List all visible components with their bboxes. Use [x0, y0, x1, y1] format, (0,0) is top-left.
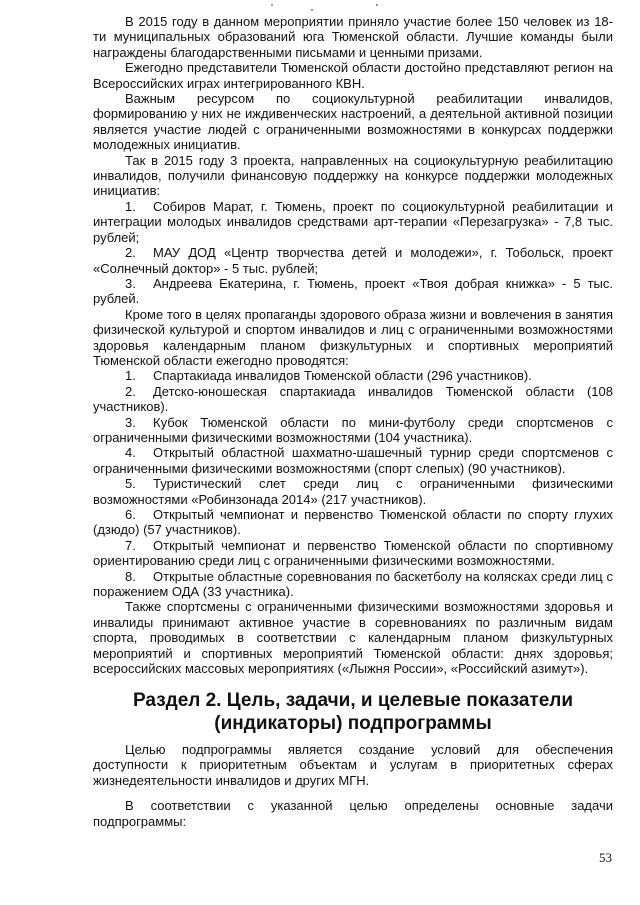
project-item [93, 199, 613, 245]
paragraph: Ежегодно представители Тюменской области достойно представляют регион на Всероссийских играх интегрированного КВН. [93, 60, 613, 91]
item-text: МАУ ДОД «Центр творчества детей и молодежи», г. Тобольск, проект «Солнечный доктор» - 5 тыс. рублей; [93, 245, 613, 276]
paragraph: Также спортсмены с ограниченными физическими возможностями здоровья и инвалиды принимают активное участие в соревнованиях по различным видам спорта, проводимых в соответствии с календарным планом физкультурных мероприятий и спортивных мероприятий Тюменской области: днях здоровья; всероссийских массовых мероприятиях («Лыжня России», «Российский азимут»). [93, 599, 613, 677]
paragraph: В соответствии с указанной целью определены основные задачи подпрограммы: [93, 798, 613, 829]
event-item [93, 384, 613, 415]
item-text: Андреева Екатерина, г. Тюмень, проект «Твоя добрая книжка» - 5 тыс. рублей. [93, 275, 613, 307]
item-number: 1. [125, 198, 136, 214]
item-text: Туристический слет среди лиц с ограниченными физическими возможностями «Робинзонада 2014» (217 участников). [93, 476, 613, 507]
section-heading [93, 689, 613, 735]
item-number: 3. [125, 275, 136, 291]
goal-section [93, 742, 613, 839]
event-item [93, 415, 613, 446]
item-text: Детско-юношеская спартакиада инвалидов Тюменской области (108 участников). [93, 383, 613, 415]
item-number: 7. [125, 537, 136, 553]
scan-speck [311, 9, 313, 11]
item-number: 6. [125, 507, 136, 522]
paragraph: Важным ресурсом по социокультурной реабилитации инвалидов, формированию у них не иждивенческих настроений, а деятельной активной позиции является участие людей с ограниченными возможностями в конкурсах поддержки молодежных инициатив. [93, 91, 613, 153]
paragraph: Так в 2015 году 3 проекта, направленных на социокультурную реабилитацию инвалидов, получили финансовую поддержку на конкурсе поддержки молодежных инициатив: [93, 152, 613, 199]
project-item [93, 276, 613, 307]
event-item [93, 538, 613, 569]
paragraph: Кроме того в целях пропаганды здорового образа жизни и вовлечения в занятия физической культурой и спортом инвалидов и лиц с ограниченными возможностями здоровья календарным планом физкультурных и спортивных мероприятий Тюменской области ежегодно проводятся: [93, 306, 613, 368]
event-item [93, 476, 613, 507]
scan-speck [376, 4, 378, 6]
section-heading-line: (индикаторы) подпрограммы [214, 713, 492, 734]
scan-speck [271, 4, 273, 6]
item-number: 5. [125, 476, 136, 492]
event-item [93, 507, 613, 538]
body-text [93, 14, 613, 676]
item-number: 8. [125, 568, 136, 584]
event-item [93, 368, 613, 383]
item-number: 3. [125, 414, 136, 430]
item-text: Открытые областные соревнования по баскетболу на колясках среди лиц с поражением ОДА (33 участника). [93, 568, 613, 600]
project-item [93, 245, 613, 276]
item-number: 2. [125, 383, 136, 399]
item-text: Собиров Марат, г. Тюмень, проект по социокультурной реабилитации и интеграции молодых инвалидов средствами арт-терапии «Перезагрузка» - 7,8 тыс. рублей; [93, 198, 613, 245]
paragraph: В 2015 году в данном мероприятии приняло участие более 150 человек из 18-ти муниципальных образований юга Тюменской области. Лучшие команды были награждены благодарственными письмами и ценными призами. [93, 14, 613, 60]
paragraph: Целью подпрограммы является создание условий для обеспечения доступности к приоритетным объектам и услугам в приоритетных сферах жизнедеятельности инвалидов и других МГН. [93, 742, 613, 788]
item-number: 1. [125, 368, 136, 384]
item-number: 2. [125, 245, 136, 261]
item-text: Открытый областной шахматно-шашечный турнир среди спортсменов с ограниченными физическими возможностями (спорт слепых) (90 участников). [93, 445, 613, 476]
item-text: Кубок Тюменской области по мини-футболу среди спортсменов с ограниченными физическими возможностями (104 участника). [93, 414, 613, 445]
event-item [93, 569, 613, 600]
item-number: 4. [125, 445, 136, 461]
event-item [93, 445, 613, 476]
item-text: Открытый чемпионат и первенство Тюменской области по спортивному ориентированию среди лиц с ограниченными физическими возможностями. [93, 537, 613, 569]
item-text: Спартакиада инвалидов Тюменской области (296 участников). [153, 368, 532, 384]
page-number: 53 [599, 849, 612, 865]
item-text: Открытый чемпионат и первенство Тюменской области по спорту глухих (дзюдо) (57 участников). [93, 507, 613, 538]
section-heading-line: Раздел 2. Цель, задачи, и целевые показатели [132, 690, 574, 711]
